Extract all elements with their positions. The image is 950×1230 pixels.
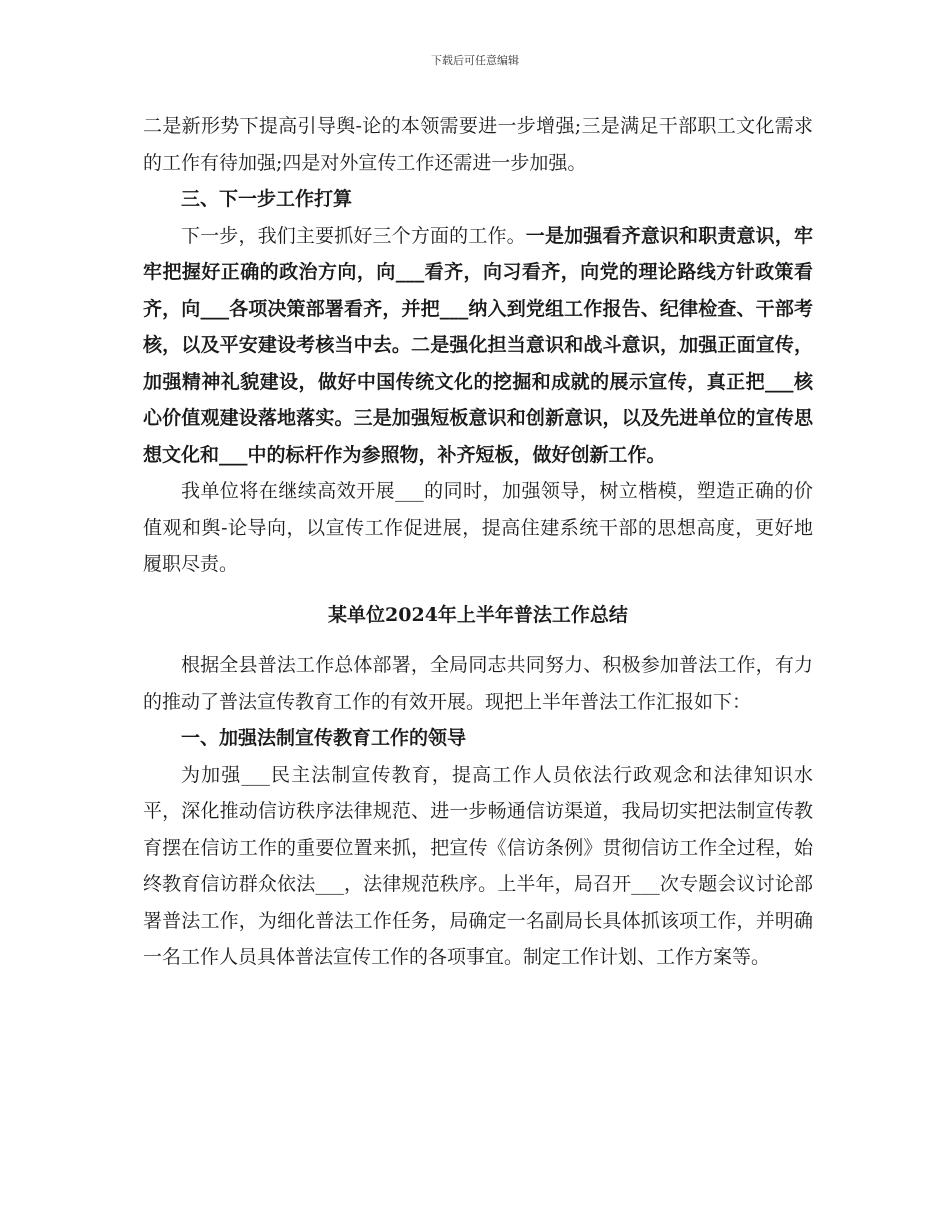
paragraph-next-steps	[143, 218, 813, 474]
paragraph-lead-text: 下一步，我们主要抓好三个方面的工作。	[181, 224, 526, 247]
paragraph-problems: 二是新形势下提高引导舆-论的本领需要进一步增强;三是满足干部职工文化需求的工作有待加强;四是对外宣传工作还需进一步加强。	[143, 115, 813, 174]
section-heading-next-steps: 三、下一步工作打算	[181, 188, 353, 210]
paragraph-bold-text: 一是加强看齐意识和职责意识，牢牢把握好正确的政治方向，向___看齐，向习看齐，向党的理论路线方针政策看齐，向___各项决策部署看齐，并把___纳入到党组工作报告、纪律检查、干部考核，以及平安建设考核当中去。二是强化担当意识和战斗意识，加强正面宣传，加强精神礼貌建设，做好中国传统文化的挖掘和成就的展示宣传，真正把___核心价值观建设落地落实。三是加强短板意识和创新意识，以及先进单位的宣传思想文化和___中的标杆作为参照物，补齐短板，做好创新工作。	[143, 224, 813, 466]
paragraph-intro: 根据全县普法工作总体部署，全局同志共同努力、积极参加普法工作，有力的推动了普法宣传教育工作的有效开展。现把上半年普法工作汇报如下：	[143, 654, 813, 713]
page-header: 下载后可任意编辑	[431, 54, 519, 67]
document-body	[143, 108, 813, 976]
paragraph-leadership: 为加强___民主法制宣传教育，提高工作人员依法行政观念和法律知识水平，深化推动信访秩序法律规范、进一步畅通信访渠道，我局切实把法制宣传教育摆在信访工作的重要位置来抓，把宣传《信访条例》贯彻信访工作全过程，始终教育信访群众依法___，法律规范秩序。上半年，局召开___次专题会议讨论部署普法工作，为细化普法工作任务，局确定一名副局长具体抓该项工作，并明确一名工作人员具体普法宣传工作的各项事宜。制定工作计划、工作方案等。	[143, 763, 813, 968]
document-title: 某单位2024年上半年普法工作总结	[328, 603, 628, 626]
section-heading-leadership: 一、加强法制宣传教育工作的领导	[181, 727, 467, 749]
paragraph-conclusion: 我单位将在继续高效开展___的同时，加强领导，树立楷模，塑造正确的价值观和舆-论导向，以宣传工作促进展，提高住建系统干部的思想高度，更好地履职尽责。	[143, 480, 813, 575]
